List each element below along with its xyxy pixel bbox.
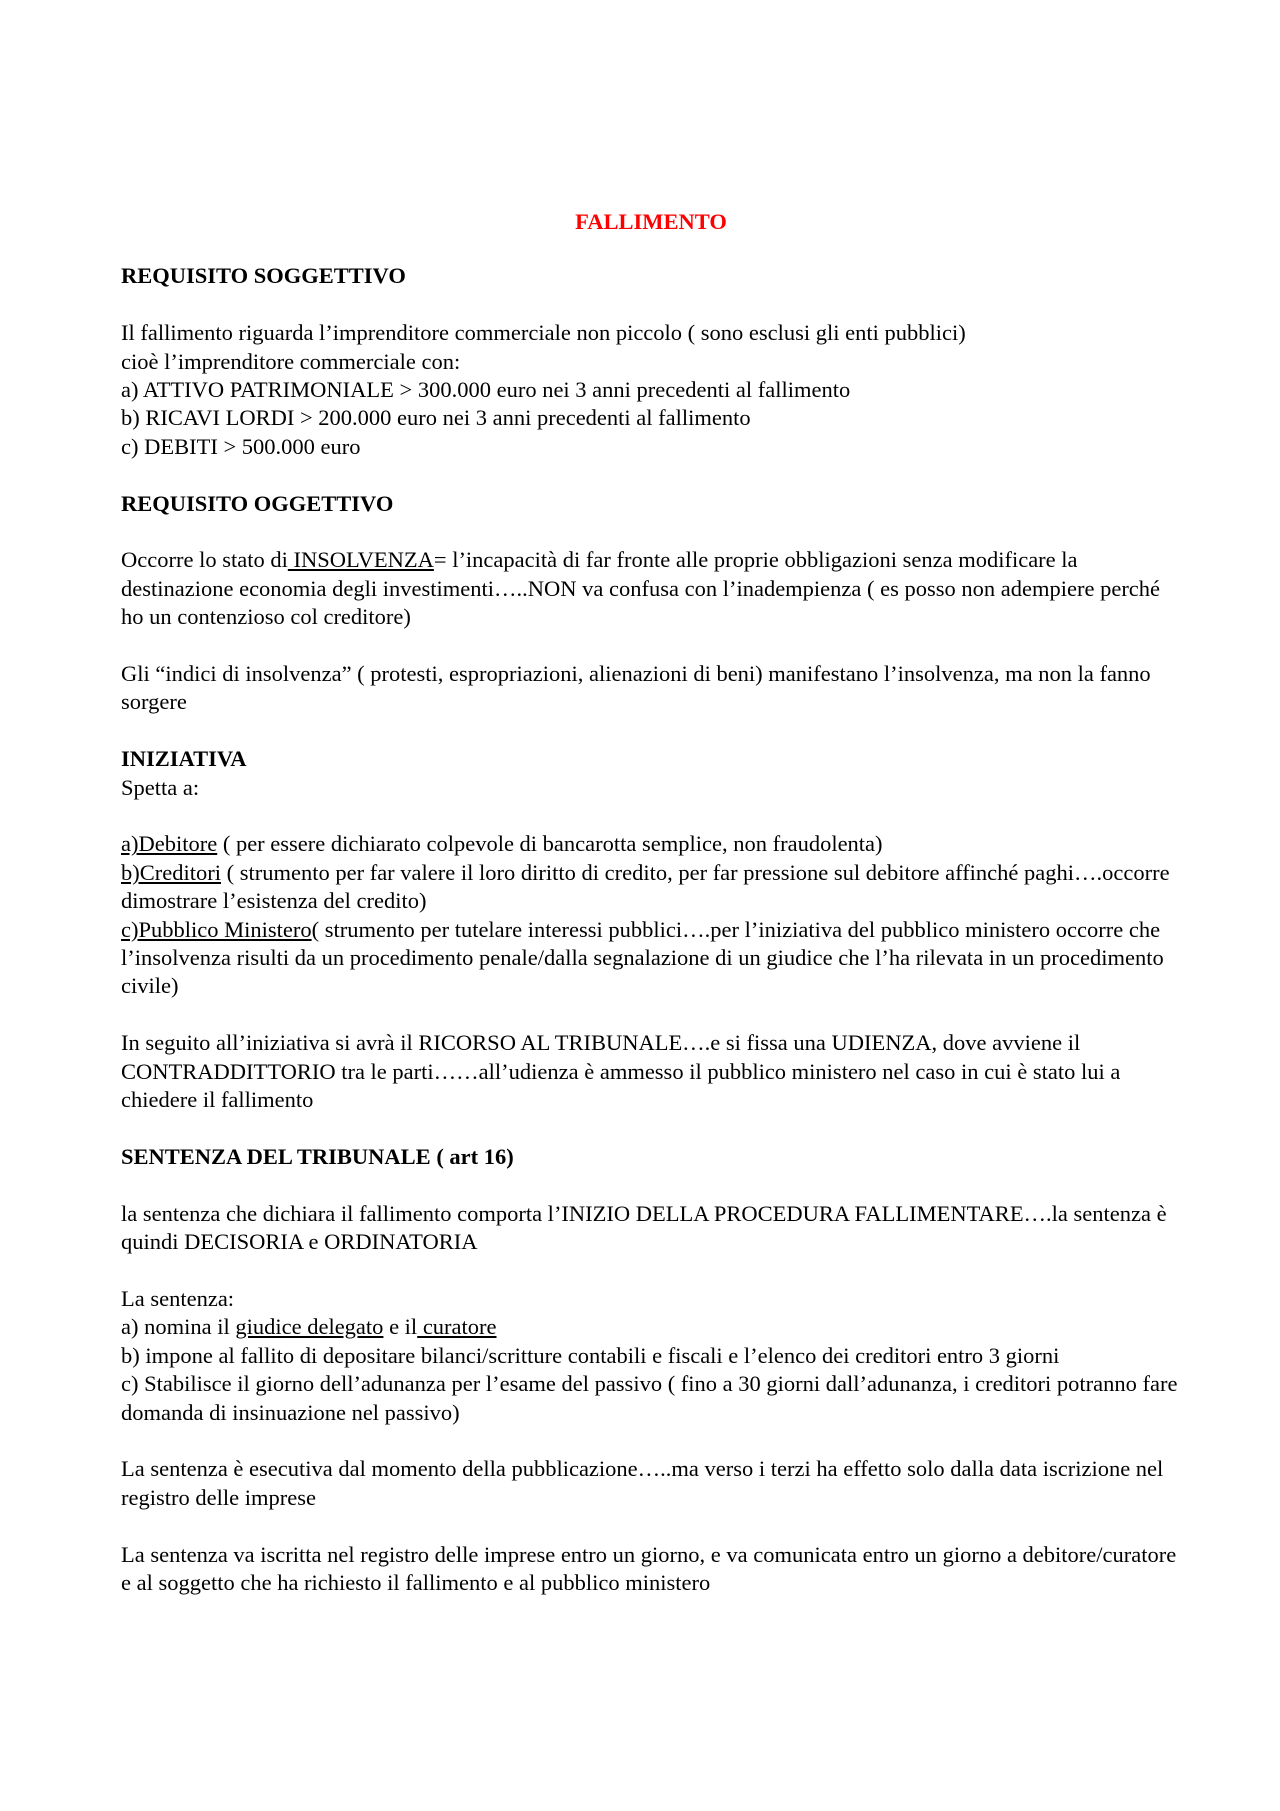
underlined-term: INSOLVENZA: [287, 547, 434, 573]
list-item: [121, 859, 1181, 916]
paragraph: la sentenza che dichiara il fallimento comporta l’INIZIO DELLA PROCEDURA FALLIMENTARE….la sentenza è quindi DECISORIA e ORDINATORIA: [121, 1200, 1167, 1255]
paragraph: La sentenza:: [121, 1285, 235, 1311]
paragraph: Spetta a:: [121, 774, 200, 800]
list-item: [121, 830, 1181, 858]
underlined-term: c)Pubblico Ministero: [121, 916, 312, 942]
list-item: c) DEBITI > 500.000 euro: [121, 433, 361, 459]
text: a) nomina il: [121, 1314, 236, 1340]
paragraph-line: cioè l’imprenditore commerciale con:: [121, 348, 461, 374]
list-item: c) Stabilisce il giorno dell’adunanza per l’esame del passivo ( fino a 30 giorni dall’adunanza, i creditori potranno fare domanda di insinuazione nel passivo): [121, 1371, 1178, 1425]
paragraph-line: Il fallimento riguarda l’imprenditore commerciale non piccolo ( sono esclusi gli enti pubblici): [121, 320, 966, 346]
list-item: b) RICAVI LORDI > 200.000 euro nei 3 anni precedenti al fallimento: [121, 405, 751, 431]
underlined-term: a)Debitore: [121, 831, 218, 857]
text: Occorre lo stato di: [121, 547, 288, 573]
paragraph: [121, 546, 1181, 631]
text: ( per essere dichiarato colpevole di bancarotta semplice, non fraudolenta): [217, 831, 883, 857]
text: ( strumento per far valere il loro diritto di credito, per far pressione sul debitore affinché paghi….occorre dimostrare l’esistenza del credito): [121, 859, 1170, 914]
paragraph: Gli “indici di insolvenza” ( protesti, espropriazioni, alienazioni di beni) manifestano l’insolvenza, ma non la fanno sorgere: [121, 661, 1151, 715]
heading-sentenza: SENTENZA DEL TRIBUNALE ( art 16): [121, 1143, 514, 1169]
paragraph: In seguito all’iniziativa si avrà il RICORSO AL TRIBUNALE….e si fissa una UDIENZA, dove avviene il CONTRADDITTORIO tra le parti……all’udienza è ammesso il pubblico ministero nel caso in cui è stato lui a chiedere il fallimento: [121, 1030, 1121, 1113]
heading-requisito-oggettivo: REQUISITO OGGETTIVO: [121, 490, 394, 516]
paragraph: La sentenza va iscritta nel registro delle imprese entro un giorno, e va comunicata entro un giorno a debitore/curatore e al soggetto che ha richiesto il fallimento e al pubblico ministero: [121, 1541, 1177, 1595]
underlined-term: curatore: [417, 1314, 497, 1340]
text: ( strumento per tutelare interessi pubblici….per l’iniziativa del pubblico ministero occorre che l’insolvenza risulti da un procedimento penale/dalla segnalazione di un giudice che l’ha rilevata in un procedimento civile): [121, 916, 1164, 999]
list-item: b) impone al fallito di depositare bilanci/scritture contabili e fiscali e l’elenco dei creditori entro 3 giorni: [121, 1342, 1060, 1368]
page-title: FALLIMENTO: [575, 209, 727, 234]
list-item: a) ATTIVO PATRIMONIALE > 300.000 euro nei 3 anni precedenti al fallimento: [121, 377, 851, 403]
heading-iniziativa: INIZIATIVA: [121, 746, 247, 772]
heading-requisito-soggettivo: REQUISITO SOGGETTIVO: [121, 263, 406, 289]
underlined-term: b)Creditori: [121, 859, 221, 885]
text: e il: [383, 1314, 418, 1340]
document-body: [121, 208, 1181, 1597]
list-item: [121, 916, 1181, 1001]
underlined-term: giudice delegato: [235, 1314, 384, 1340]
paragraph: La sentenza è esecutiva dal momento della pubblicazione…..ma verso i terzi ha effetto solo dalla data iscrizione nel registro delle imprese: [121, 1456, 1164, 1510]
text: = l’incapacità di far fronte alle proprie obbligazioni senza modificare la destinazione economia degli investimenti…..NON va confusa con l’inadempienza ( es posso non adempiere perché ho un contenzioso col creditore): [121, 547, 1161, 630]
list-item: [121, 1313, 1181, 1341]
